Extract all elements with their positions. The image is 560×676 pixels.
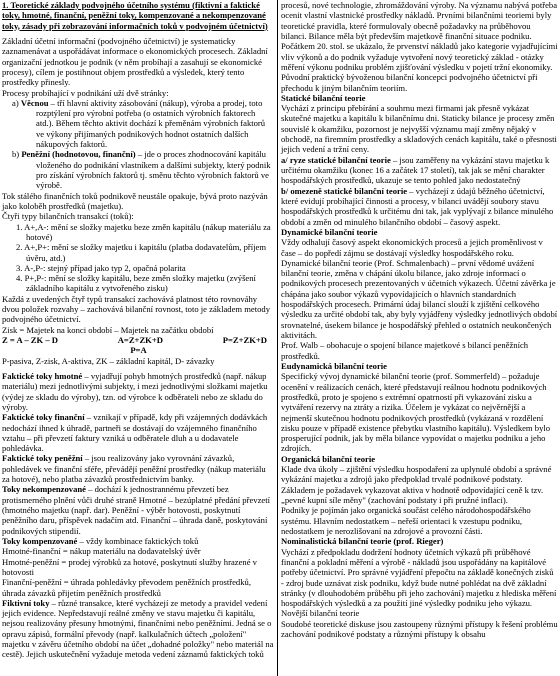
term-heading: Faktické toky hmotné — [2, 370, 83, 381]
subsection-heading: Dynamické bilanční teorie — [281, 226, 378, 237]
paragraph: Klade dva úkoly – zjištění výsledku hospodaření za uplynulé období a správné vykázání majetku a zdrojů jako předpoklad trvalé podnikové podstaty. Základem je požadavek vykazovat aktiva v hodnotě odpovídající ceně k tzv. „pevné kupní síle měny" (zachování podstaty i při pružné inflaci). — [281, 464, 552, 505]
list-item: 1. A+,A-: mění se složky majetku beze změn kapitálu (nákup materiálu za hotové) — [16, 221, 271, 242]
list-item: b) Peněžní (hodnotovou, finanční) – jde o proces zhodnocování kapitálu vloženého do podnikání vlastníkem a dalšími subjekty, který podnik pro získání výrobních faktorů tj. směnu těchto výrobních faktorů ve výrobě. — [12, 149, 271, 191]
paragraph: b/ omezeně statické bilanční teorie – vycházejí z údajů běžného účetnictví, které evidují probíhající činnosti a procesy, v bilanci uvádějí soubory stavu hospodářských prostředků k určitému dni tak, jak vyplývají z bilance minulého období a změn od minulého bilančního období – časový aspekt. — [281, 185, 554, 227]
paragraph: Podniky je pojímán jako organická součást celého národohospodářského systému. Hlavním nedostatkem – neřeší orientaci k vzestupu podniku, nedostatkem je nerozlišovaní na zdrojové a provozní části. — [281, 505, 531, 536]
section-title: 1. Teoretické základy podvojného účetního systému (fiktivní a faktické toky, hmotné, finanční, peněžní toky, kompenzované a nekompenzované toky, zásady při zobrazování informačních toků v podvojném účetnictví) — [2, 0, 268, 31]
term-heading: Toky kompenzované — [2, 535, 78, 546]
term-heading: Toky nekompenzované — [2, 484, 86, 495]
paragraph: Prof. Walb – obohacuje o spojení bilance majetkové s bilancí peněžních prostředků. — [281, 340, 529, 361]
paragraph: Hmotné-finanční = nákup materiálu na dodavatelský úvěr — [2, 546, 201, 557]
paragraph: P-pasiva, Z-zisk, A-aktiva, ZK – základní kapitál, D- závazky — [2, 355, 215, 366]
paragraph: Hmotné-peněžní = prodej výrobků za hotové, poskytnutí služby hrazené v hotovosti — [2, 556, 257, 577]
term-heading: Faktické toky finanční — [2, 412, 85, 423]
term-heading: Faktické toky peněžní — [2, 453, 83, 464]
list-item: 3. A-,P-: stejný případ jako typ 2, opačná polarita — [16, 262, 186, 273]
paragraph: Čtyři typy bilančních transakcí (toků): — [2, 211, 134, 222]
subsection-heading: Nominalistická bilanční teorie (prof. Rieger) — [281, 536, 444, 547]
paragraph: Dynamické bilanční teorie (Prof. Schmalenbach) – první vědomé uvážení bilanční teorie, změna v chápání úkolu bilance, jako zdroje informací o podnikových procesech prezentovaných v účetních výkazech. Účetní závěrka je chápána jako soubor výkazů vypovídajících o hlavních standardních hospodářských procesech. Primární údaj bilancí slouží k zjištění celkového výsledku za určité období tak, aby byly vyjádřeny výsledky jednotlivých období srovnatelné, úsekem bilance je hospodářský přehled o ostatních neukončených aktivitách. — [281, 257, 558, 340]
term-heading: a/ ryze statické bilanční teorie — [281, 154, 391, 165]
formula: Z = A – ZK – D — [2, 335, 58, 345]
subsection-heading: Organická bilanční teorie — [281, 453, 376, 464]
paragraph: Vždy odhalují časový aspekt ekonomických procesů a jejich proměnlivost v čase – do popředí zájmu se dostávají výsledky hospodářského roku. — [281, 237, 543, 258]
formula-row — [2, 335, 275, 345]
subsection-heading: Eudynamická bilanční teorie — [281, 360, 387, 371]
paragraph: Každá z uvedených čtyř typů transakcí zachovává platnost této rovnováhy dvou položek rozvahy – zachovává bilanční rovnost, toto je základem metody podvojného účetnictví. — [2, 293, 270, 325]
paragraph: Novější bilanční teorie — [281, 608, 360, 619]
paragraph: Finanční-peněžní = úhrada pohledávky převodem peněžních prostředků, úhrada závazků přijetím peněžních prostředků — [2, 577, 251, 598]
list-item-text: – jde o proces zhodnocování kapitálu vloženého do podnikání vlastníkem a dalšími subjekty, který podnik pro získání výrobních faktorů tj. směnu těchto výrobních faktorů ve výrobě. — [36, 149, 271, 191]
list-item: 2. A+,P+: mění se složky majetku i kapitálu (platba dodavatelům, příjem úvěru, atd.) — [16, 242, 267, 263]
list-item: a) Věcnou – tří hlavní aktivity zásobování (nákup), výroba a prodej, toto rozptýlení pro výrobní potřeba (o ostatních výrobních faktorech atd.). Během těchto aktivit dochází k přeměnám výrobních faktorů ve výkony přijímaných podnikových hodnot ostatních dalších nákupových faktorů. — [12, 97, 266, 150]
paragraph: Počátkem 20. stol. se ukázalo, že prvenství nákladů jako kategorie vyjadřujícími vliv výkonů a do podnik vyžaduje vytvoření nový teoretický základ - otázky měření výkonu podniku problém zjišťování výsledku v pojetí tržní ekonomiky. — [281, 41, 558, 72]
paragraph: Toky nekompenzované – dochází k jednostrannému převzetí bez protismerného plnění vůči druhé straně Hmotné – bezúplatné předání převzetí (hmotného majetku (např. dar). Peněžní - výběr hotovosti, poskytnutí peněžního daru, příspěvek nadačím atd. Finanční – úhrada daně, poskytování podnikových stipendií. — [2, 484, 270, 536]
formula: P=Z+ZK+D — [222, 335, 267, 345]
paragraph: a/ ryze statické bilanční teorie – jsou zaměřeny na vykázání stavu majetku k určitému okamžiku (konec 16 a začátek 17 století), tak jak se mění charakter hospodářských prostředků, ukazuje se tento pohled jako nedostatečný — [281, 154, 550, 186]
paragraph: Specifický vývoj dynamické bilanční teorie (prof. Sommerfeld) – požaduje ocenění v reálizacích cenách, které představují reálnou hodnotu podnikových prostředků, proto je spojeno s extrémní opatrností při vykazování zisku a vytváření rezervy na ztráty a rizika. Účelem je vykázat co nejvěrnější a nejmenší skutečnou hodnotu podnikových prostředků (vykázaná v rozdělení zisku pouze v případě existence přebytku vlastního kapitálu). Výsledkem bylo prosperující podnik, jak by měla bilance vypovídat o majetku podniku a jeho zdrojích. — [281, 371, 551, 454]
term-heading: b/ omezeně statické bilanční teorie — [281, 185, 408, 196]
paragraph: Toky kompenzované – vždy kombinace faktických toků — [2, 535, 199, 546]
formula: P=A — [130, 345, 147, 356]
right-column — [279, 0, 560, 676]
formula: A=Z+ZK+D — [117, 335, 163, 345]
paragraph: Fiktivní toky – různé transakce, které vycházejí ze metody a pravidel vedení jejich evidence. Nepředstavují reálné změny ve stavu majetku či kapitálu, nejsou realizovány přesuny hmotnými, finančními nebo peněžními. Jedná se o opravu zápisů, formální převody (např. kalkulačních účtech „položení" majetku v závěru účetního období na účet „dohadné položky" nebo materiál na cestě). Jejich uskutečnění vyžaduje metoda vedení záznamů faktických toků — [2, 597, 274, 660]
paragraph: Faktické toky finanční – vznikají v případě, kdy při vzájemných dodávkách nedochází ihned k úhradě, partneři se dostávají do vzájemného finančního vztahu – při převzetí faktury vzniká u odběratele dluh a u dodavatele pohledávka. — [2, 412, 268, 454]
term-heading: Fiktivní toky — [2, 597, 50, 608]
paragraph: Procesy probíhající v podnikání uží dvě stránky: — [2, 87, 169, 98]
paragraph: procesů, nové technologie, zhromáždování výroby. Na významu nabývá potřeba ocenit vlastní vlastnické prostředky nákladů. Prvními bilančními teoriemi byly teoretické pravidla, které formulovaly obecně požadavky na průběhovou bilanci. Bilance měla být především majetkově finanční situace podniku. — [281, 0, 558, 41]
subsection-heading: Statické bilanční teorie — [281, 92, 366, 103]
paragraph: Základní účetní informační (podvojného účetnictví) je systematicky zaznamenávat a uspořádávat informace o ekonomických procesech. Základní organizační jednotkou je podnik (v něm probíhají a zasahují se ekonomické procesy), cílem je postihnout objem prostředků a výsledek, který tento prostředky přinesly. — [2, 35, 268, 88]
list-item-term: Věcnou — [20, 97, 49, 108]
paragraph: Faktické toky hmotné – vyjadřují pohyb hmotných prostředků (např. nákup materiálu) mezi jednotlivými subjekty, i mezi jednotlivými složkami majetku (výdej ze skladu do výroby), tzn. od výrobce k odběrateli nebo ze skladu do výroby. — [2, 370, 268, 412]
paragraph: Vychází z předpokladu dodržení hodnoty účetních výkazů při průběhové finanční a pokladní měření a výrobě - nákladů jsou uspořádány na kapitálové potřeby účetnictví. Pro správné vyjádření přepočtu na základě konečných zisků - zdroj bude uznávat zisk podniku, když bude nutné pohlédat na dvě základní stránky (v dlouhodobém průběhu při jeho zachování) majetku z hlediska měření hospodářských výsledků a za použití jiné výsledky podniku jeho výkazu. — [281, 546, 557, 609]
paragraph: Faktické toky peněžní – jsou realizovány jako vyrovnání závazků, pohledávek ve finanční sféře, převádějí peněžní prostředky (nákup materiálu za hotové), nebo platba závazků prostřednictvím banky. — [2, 453, 266, 485]
paragraph: Zisk = Majetek na konci období – Majetek na začátku období — [2, 324, 214, 335]
paragraph: Vychází z principu přebírání a souhrnu mezi firmami jak přesně vykázat skutečné majetku a kapitálu k bilančnímu dni. Staticky bilance je procesy změn souvislé k okamžiku, pozornost je nejvyšší významu mají změny nějaký v obchodě, na firemním prostředky a skladových cenách kapitálu, také o přesnosti jejich vedení a tržní ceny. — [281, 103, 557, 155]
list-item-text: – tří hlavní aktivity zásobování (nákup), výroba a prodej, toto rozptýlení pro výrobní potřeba (o ostatních výrobních faktorech atd.). Během těchto aktivit dochází k přeměnám výrobních faktorů ve výkony přijímaných podnikových hodnot ostatních dalších nákupových faktorů. — [36, 97, 266, 150]
list-item-term: Peněžní (hodnotovou, finanční) — [21, 149, 136, 160]
list-item: 4. P+,P-: mění se složky kapitálu, beze změn složky majetku (zvýšení základního kapitálu z vytvořeného zisku) — [16, 273, 256, 294]
paragraph: Původní praktický bývoženou bilanční koncepci podvojného účetnictví při přechodu k jiným bilančním teoriím. — [281, 72, 538, 93]
paragraph: Tok stálého finančních toků podnikově neustále opakuje, bývá proto nazýván jako koloběh prostředků (majetku). — [2, 190, 268, 211]
paragraph: Soudobé teoretické diskuse jsou zastoupeny různými přístupy k řešení problému zachování podnikové podstaty a různými přístupy k obsahu — [281, 618, 558, 640]
left-column — [0, 0, 278, 676]
